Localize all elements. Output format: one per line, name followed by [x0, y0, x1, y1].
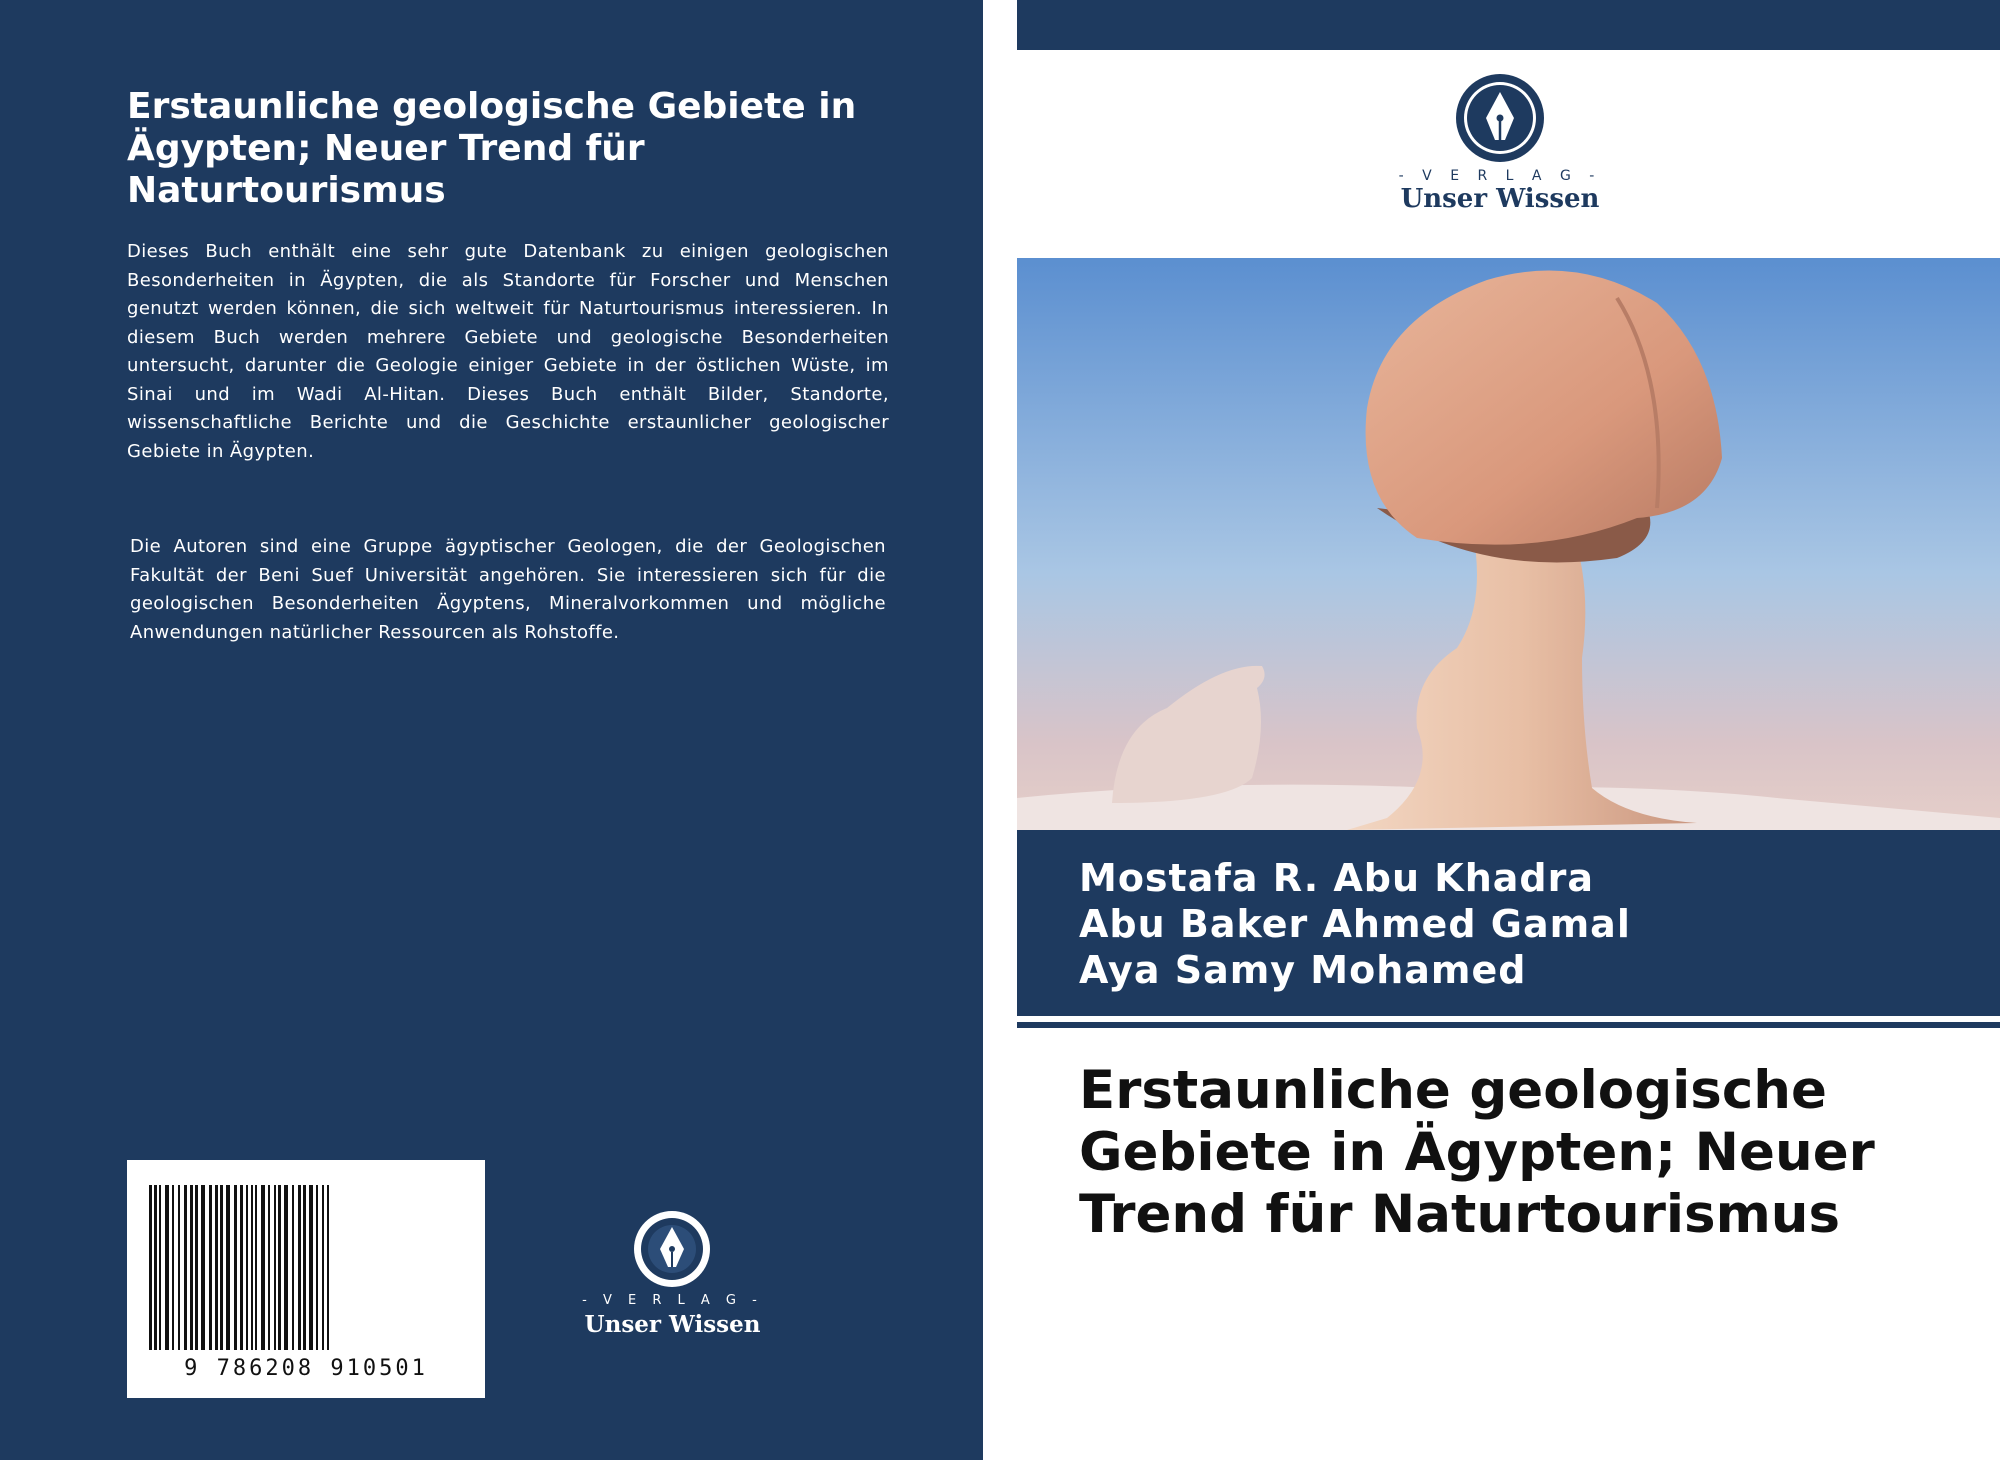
back-publisher-logo	[570, 1205, 775, 1345]
isbn-barcode	[127, 1160, 485, 1398]
pen-nib-seal-icon	[1390, 72, 1610, 167]
book-description: Dieses Buch enthält eine sehr gute Datenbank zu einigen geologischen Besonderheiten in Ägypten, die als Standorte für Forscher und Menschen genutzt werden können, die sich weltweit für Naturtourismus interessieren. In diesem Buch werden mehrere Gebiete und geologische Besonderheiten untersucht, darunter die Geologie einiger Gebiete in der östlichen Wüste, im Sinai und im Wadi Al-Hitan. Dieses Buch enthält Bilder, Standorte, wissenschaftliche Berichte und die Geschichte erstaunlicher geologischer Gebiete in Ägypten.	[127, 241, 889, 462]
front-verlag-label: - V E R L A G -	[1398, 168, 1602, 184]
back-publisher-name: Unser Wissen	[584, 1311, 761, 1338]
mushroom-rock-photo	[1017, 258, 2000, 830]
divider-rule	[1017, 1022, 2000, 1028]
spine	[983, 0, 1017, 1460]
barcode-icon	[127, 1160, 485, 1360]
front-publisher-name: Unser Wissen	[1400, 184, 1600, 214]
author-name: Abu Baker Ahmed Gamal	[1079, 902, 1631, 946]
front-publisher-logo	[1390, 72, 1610, 222]
back-verlag-label: - V E R L A G -	[582, 1293, 763, 1308]
author-name: Aya Samy Mohamed	[1079, 948, 1527, 992]
about-authors: Die Autoren sind eine Gruppe ägyptischer Geologen, die der Geologischen Fakultät der Beni Suef Universität angehören. Sie interessieren sich für die geologischen Besonderheiten Ägyptens, Mineralvorkommen und mögliche Anwendungen natürlicher Ressourcen als Rohstoffe.	[130, 536, 886, 643]
pen-nib-seal-icon	[570, 1205, 775, 1295]
front-top-bar	[1017, 0, 2000, 50]
back-cover	[0, 0, 983, 1460]
author-name: Mostafa R. Abu Khadra	[1079, 856, 1594, 900]
front-cover-title: Erstaunliche geologische Gebiete in Ägypten; Neuer Trend für Naturtourismus	[1079, 1060, 1875, 1245]
authors-band	[1017, 830, 2000, 1016]
isbn-number: 9 786208 910501	[184, 1356, 428, 1381]
back-cover-title: Erstaunliche geologische Gebiete in Ägypten; Neuer Trend für Naturtourismus	[127, 86, 857, 211]
